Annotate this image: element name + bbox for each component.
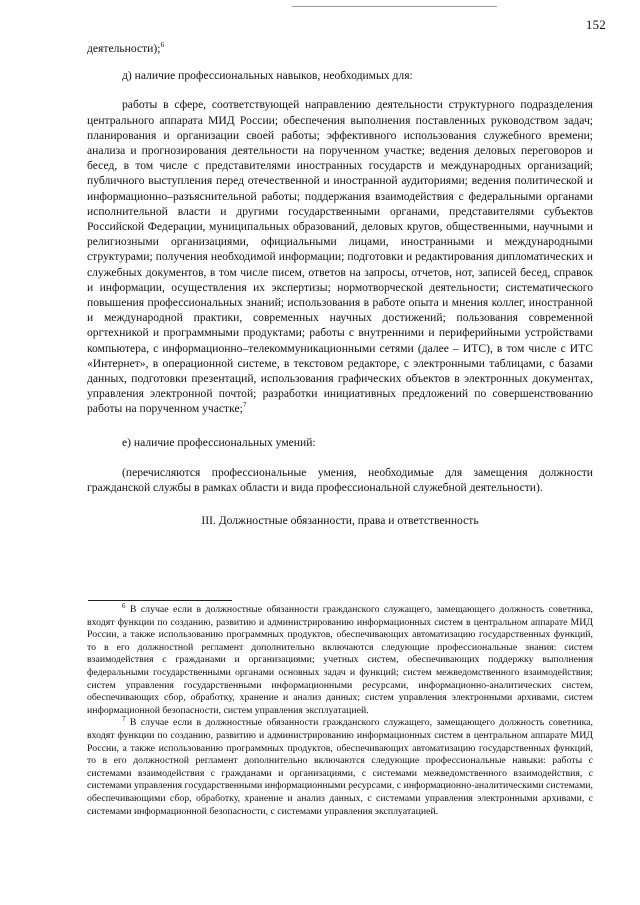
continuation-text: деятельности);: [87, 42, 161, 55]
item-e: е) наличие профессиональных умений:: [122, 435, 316, 449]
page-number: 152: [585, 17, 606, 32]
footnote-ref-7: 7: [242, 400, 247, 410]
main-text: [87, 41, 593, 528]
skills-text: работы в сфере, соответствующей направлению деятельности структурного подразделения центрального аппарата МИД России; обеспечения выполнения поставленных руководством задач; планирования и организации своей работы; эффективного использования служебного времени; анализа и прогнозирования деятельности на порученном участке; ведения деловых переговоров и бесед, в том числе с представителями иностранных государств и международных организаций; публичного выступления перед отечественной и иностранной аудиториями; ведения политической и информационно–разъяснительной работы; поддержания взаимодействия с федеральными органами исполнительной власти и другими государственными органами, представителями субъектов Российской Федерации, муниципальных образований, деловых кругов, общественными, научными и религиозными организациями, официальными лицами, иностранными и международными структурами; получения необходимой информации; подготовки и редактирования дипломатических и служебных документов, в том числе писем, ответов на запросы, отчетов, нот, записей бесед, справок и информации, осуществления их экспертизы; нормотворческой деятельности; систематического повышения профессиональных знаний; использования в работе опыта и мнения коллег, иностранной и международной практики, современных научных достижений; пользования современной оргтехникой и программными продуктами; работы с внутренними и периферийными устройствами компьютера, с информационно–телекоммуникационными сетями (далее – ИТС), в том числе с ИТС «Интернет», в операционной системе, в текстовом редакторе, с электронными таблицами, с базами данных, подготовки презентаций, использования графических объектов в электронных документах, управления электронной почтой; разработки инициативных предложений по совершенствованию работы на порученном участке;: [87, 98, 593, 416]
footnote-number: 6: [122, 602, 126, 610]
footnote-separator: [88, 600, 232, 601]
top-scan-line: [292, 6, 497, 7]
footnote-text: В случае если в должностные обязанности гражданского служащего, замещающего должность советника, входят функции по созданию, развитию и администрированию информационных систем в центральном аппарате МИД России, а также использованию программных продуктов, обеспечивающих автоматизацию государственных функций, то в его должностной регламент дополнительно включаются следующие профессиональные знания: систем взаимодействия с гражданами и организациями; учетных систем, обеспечивающих поддержку выполнения федеральными государственными органами основных задач и функций; систем межведомственного взаимодействия; систем управления государственными информационными ресурсами, информационно-аналитических систем, обеспечивающих сбор, обработку, хранение и анализ данных; систем управления электронными архивами, систем информационной безопасности, систем управления эксплуатацией.: [87, 604, 594, 716]
item-e-text: (перечисляются профессиональные умения, необходимые для замещения должности гражданской службы в рамках области и вида профессиональной служебной деятельности).: [87, 465, 593, 495]
section-heading: III. Должностные обязанности, права и ответственность: [201, 514, 479, 528]
footnote-7: [87, 717, 593, 818]
footnote-text: В случае если в должностные обязанности гражданского служащего, замещающего должность советника, входят функции по созданию, развитию и администрированию информационных систем в центральном аппарате МИД России, а также использованию программных продуктов, обеспечивающих автоматизацию государственных функций, то в его должностной регламент дополнительно включаются следующие профессиональные навыки: работы с системами взаимодействия с гражданами и организациями, с системами межведомственного взаимодействия, с системами управления государственными информационными ресурсами, с информационно-аналитическими системами, обеспечивающими сбор, обработку, хранение и анализ данных, с системами управления электронными архивами, с системами информационной безопасности, с системами управления эксплуатацией.: [87, 717, 594, 817]
footnote-number: 7: [122, 715, 126, 724]
skills-paragraph: [87, 97, 593, 416]
continuation-line: [87, 41, 593, 56]
footnote-ref-6: 6: [160, 40, 165, 49]
footnote-6: [87, 604, 593, 717]
footnotes: [87, 604, 593, 818]
item-d: д) наличие профессиональных навыков, необходимых для:: [122, 69, 413, 83]
